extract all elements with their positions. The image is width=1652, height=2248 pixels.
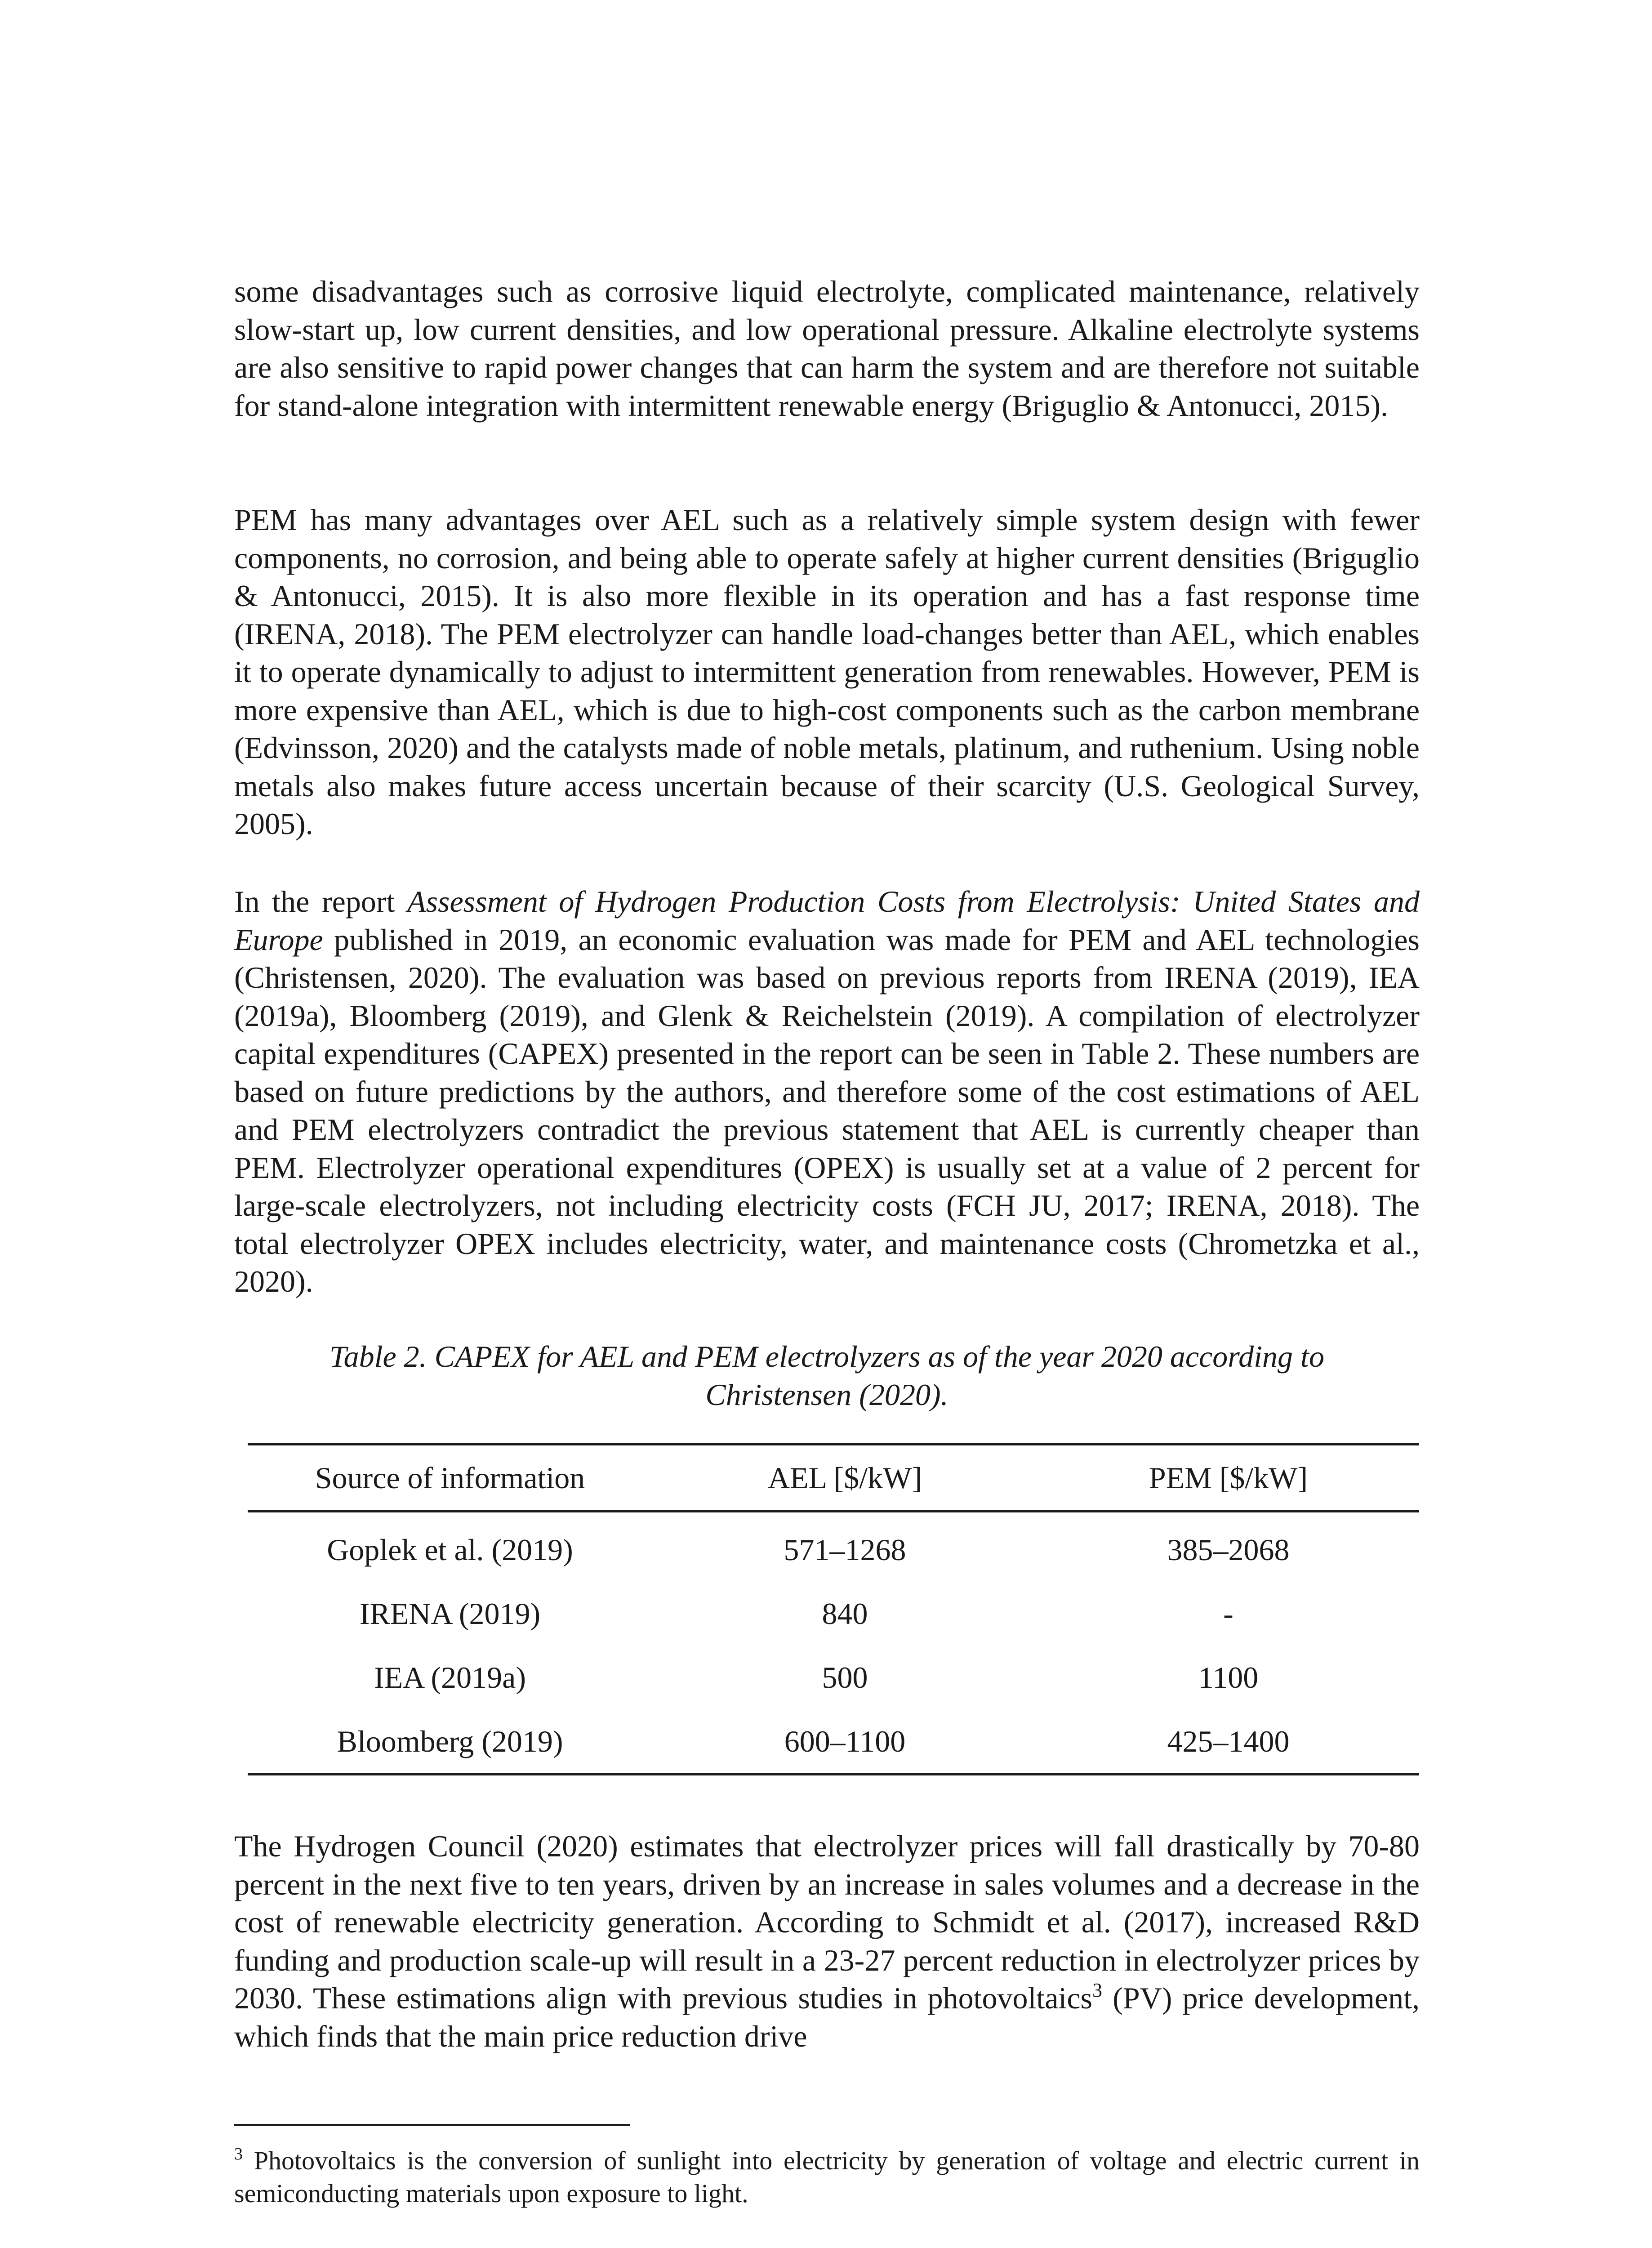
footnote-text: Photovoltaics is the conversion of sunlight into electricity by generation of voltage and electric current in semiconducting materials upon exposure to light. <box>234 2146 1420 2208</box>
body-paragraph-1: some disadvantages such as corrosive liquid electrolyte, complicated maintenance, relatively slow-start up, low current densities, and low operational pressure. Alkaline electrolyte systems are also sensitive to rapid power changes that can harm the system and are therefore not suitable for stand-alone integration with intermittent renewable energy (Briguglio & Antonucci, 2015). <box>234 274 1420 423</box>
table-cell: 600–1100 <box>652 1709 1038 1775</box>
table-cell: 840 <box>822 1596 868 1631</box>
footnote-marker: 3 <box>234 2145 243 2163</box>
table-cell: IRENA (2019) <box>359 1596 541 1631</box>
table-cell: 385–2068 <box>1167 1532 1290 1567</box>
footnote <box>234 2144 1420 2210</box>
column-header: AEL [$/kW] <box>652 1445 1038 1512</box>
table-cell: 500 <box>822 1660 868 1695</box>
report-title: Assessment of Hydrogen Production Costs from Electrolysis: United States and Europe <box>234 884 1420 957</box>
caption-line-2: Christensen (2020). <box>705 1377 948 1412</box>
table-cell: 425–1400 <box>1038 1709 1419 1775</box>
footnote-reference: 3 <box>1092 1979 1102 2001</box>
paragraph-text: The Hydrogen Council (2020) estimates that electrolyzer prices will fall drastically by 70-80 percent in the next five to ten years, driven by an increase in sales volumes and a decrease in the cost of renewable electricity generation. According to Schmidt et al. (2017), increased R&D funding and production scale-up will result in a 23-27 percent reduction in electrolyzer prices by 2030. These estimations align with previous studies in photovoltaics <box>234 1829 1420 2015</box>
column-header: PEM [$/kW] <box>1038 1445 1419 1512</box>
column-header: Source of information <box>248 1445 652 1512</box>
table-row <box>248 1646 1419 1709</box>
body-paragraph-3 <box>234 883 1420 1301</box>
table-cell: 571–1268 <box>784 1532 906 1567</box>
table-cell: Bloomberg (2019) <box>248 1709 652 1775</box>
table-header-row <box>248 1445 1419 1512</box>
table-cell: IEA (2019a) <box>374 1660 526 1695</box>
paragraph-text: (PV) price development, which finds that the main price reduction drive <box>234 1981 1420 2053</box>
table-caption <box>234 1338 1420 1414</box>
capex-table <box>248 1443 1419 1775</box>
caption-line-1: Table 2. CAPEX for AEL and PEM electrolyzers as of the year 2020 according to <box>330 1339 1324 1374</box>
table-cell: - <box>1223 1596 1233 1631</box>
body-paragraph-2: PEM has many advantages over AEL such as a relatively simple system design with fewer components, no corrosion, and being able to operate safely at higher current densities (Briguglio & Antonucci, 2015). It is also more flexible in its operation and has a fast response time (IRENA, 2018). The PEM electrolyzer can handle load-changes better than AEL, which enables it to operate dynamically to adjust to intermittent generation from renewables. However, PEM is more expensive than AEL, which is due to high-cost components such as the carbon membrane (Edvinsson, 2020) and the catalysts made of noble metals, platinum, and ruthenium. Using noble metals also makes future access uncertain because of their scarcity (U.S. Geological Survey, 2005). <box>234 503 1420 841</box>
paragraph-text: published in 2019, an economic evaluation was made for PEM and AEL technologies (Christensen, 2020). The evaluation was based on previous reports from IRENA (2019), IEA (2019a), Bloomberg (2019), and Glenk & Reichelstein (2019). A compilation of electrolyzer capital expenditures (CAPEX) presented in the report can be seen in Table 2. These numbers are based on future predictions by the authors, and therefore some of the cost estimations of AEL and PEM electrolyzers contradict the previous statement that AEL is currently cheaper than PEM. Electrolyzer operational expenditures (OPEX) is usually set at a value of 2 percent for large-scale electrolyzers, not including electricity costs (FCH JU, 2017; IRENA, 2018). The total electrolyzer OPEX includes electricity, water, and maintenance costs (Chrometzka et al., 2020). <box>234 922 1420 1298</box>
table-row <box>248 1582 1419 1646</box>
table-cell: Goplek et al. (2019) <box>327 1532 573 1567</box>
table-row <box>248 1709 1419 1775</box>
footnote-separator <box>234 2124 630 2126</box>
paragraph-text: In the report <box>234 884 407 919</box>
table-cell: 1100 <box>1198 1660 1259 1695</box>
body-paragraph-4 <box>234 1827 1420 2055</box>
table-row <box>248 1512 1419 1582</box>
